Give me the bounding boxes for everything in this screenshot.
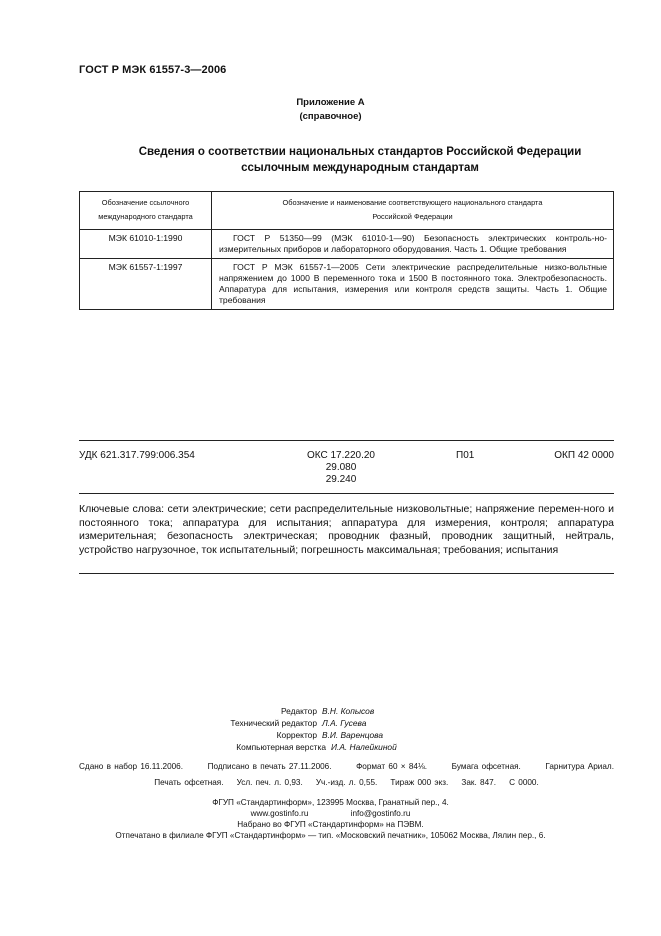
credit-name: Л.А. Гусева <box>322 718 367 728</box>
publisher-block <box>0 797 661 841</box>
print-info <box>79 759 614 791</box>
publisher-printed: Отпечатано в филиале ФГУП «Стандартинформ» — тип. «Московский печатник», 105062 Москва, Лялин пер., 6. <box>115 831 546 840</box>
print-info-item: Бумага офсетная. <box>451 762 521 771</box>
credit-name: В.Н. Копысов <box>322 706 375 716</box>
table-row <box>80 259 614 310</box>
publisher-contacts <box>0 808 661 819</box>
group-code: П01 <box>456 450 475 461</box>
national-standard-text: ГОСТ Р 51350—99 (МЭК 61010-1—90) Безопасность электрических контроль-но-измерительных приборов и лабораторного оборудования. Часть 1. Общие требования <box>219 233 607 254</box>
okp-code: ОКП 42 0000 <box>554 450 614 461</box>
intl-standard-cell: МЭК 61557-1:1997 <box>80 259 212 310</box>
udk-code: УДК 621.317.799:006.354 <box>79 450 195 461</box>
appendix-heading <box>0 96 661 124</box>
header-cell-line: международного стандарта <box>98 212 193 221</box>
title-line-1: Сведения о соответствии национальных стандартов Российской Федерации <box>138 146 582 158</box>
appendix-label: Приложение А <box>296 97 365 108</box>
print-info-item: Гарнитура Ариал. <box>545 762 614 771</box>
oks-codes <box>297 450 385 486</box>
divider-bottom <box>79 573 614 574</box>
credit-line <box>0 705 661 717</box>
intl-standard-cell: МЭК 61010-1:1990 <box>80 230 212 259</box>
table-header-row <box>80 192 614 230</box>
divider-top <box>79 440 614 441</box>
publisher-address: ФГУП «Стандартинформ», 123995 Москва, Гранатный пер., 4. <box>212 798 449 807</box>
publisher-website: www.gostinfo.ru <box>250 809 309 818</box>
credit-role: Компьютерная верстка <box>236 742 326 752</box>
divider-middle <box>79 493 614 494</box>
national-standard-cell <box>212 259 614 310</box>
national-standard-cell <box>212 230 614 259</box>
header-cell-line: Обозначение ссылочного <box>101 198 190 207</box>
credit-name: В.И. Варенцова <box>322 730 384 740</box>
national-standard-text: ГОСТ Р МЭК 61557-1—2005 Сети электрические распределительные низко-вольтные напряжением до 1000 В переменного тока и 1500 В постоянного тока. Электробезопасность. Аппаратура для испытания, измерения или контроля средств защиты. Часть 1. Общие требования <box>219 262 607 305</box>
table-row <box>80 230 614 259</box>
oks-code: 29.240 <box>325 474 357 485</box>
credit-line <box>0 741 661 753</box>
print-info-row <box>79 759 614 775</box>
print-info-item: Формат 60 × 84⅛. <box>356 762 428 771</box>
appendix-status: (справочное) <box>299 111 362 122</box>
header-international-standard <box>80 192 212 230</box>
credit-role: Редактор <box>280 706 317 716</box>
credits-block <box>0 705 661 753</box>
print-info-row: Печать офсетная. Усл. печ. л. 0,93. Уч.-изд. л. 0,55. Тираж 000 экз. Зак. 847. С 0000. <box>154 778 539 787</box>
title-line-2: ссылочным международным стандартам <box>241 162 479 174</box>
credit-role: Корректор <box>276 730 317 740</box>
keywords-paragraph: Ключевые слова: сети электрические; сети распределительные низковольтные; напряжение перемен-ного и постоянного тока; аппаратура для испытания; аппаратура для измерения, контроля; аппаратура измерительная; безопасность электрическая; проводник фазный, проводник защитный, нейтраль, устройство нагрузочное, ток испытательный; погрешность максимальная; требования; испытания <box>79 503 614 556</box>
header-national-standard <box>212 192 614 230</box>
oks-code: ОКС 17.220.20 <box>307 450 375 461</box>
standards-correspondence-table <box>79 191 614 310</box>
credit-name: И.А. Налейкиной <box>331 742 397 752</box>
publisher-typeset: Набрано во ФГУП «Стандартинформ» на ПЭВМ. <box>237 820 424 829</box>
header-cell-line: Российской Федерации <box>372 212 453 221</box>
header-cell-line: Обозначение и наименование соответствующего национального стандарта <box>282 198 543 207</box>
document-title <box>60 144 660 176</box>
print-info-item: Подписано в печать 27.11.2006. <box>207 762 332 771</box>
publisher-email: info@gostinfo.ru <box>350 809 411 818</box>
credit-line <box>0 729 661 741</box>
oks-code: 29.080 <box>325 462 357 473</box>
credit-line <box>0 717 661 729</box>
credit-role: Технический редактор <box>230 718 317 728</box>
standard-code-header: ГОСТ Р МЭК 61557-3—2006 <box>79 64 227 76</box>
print-info-item: Сдано в набор 16.11.2006. <box>79 762 184 771</box>
